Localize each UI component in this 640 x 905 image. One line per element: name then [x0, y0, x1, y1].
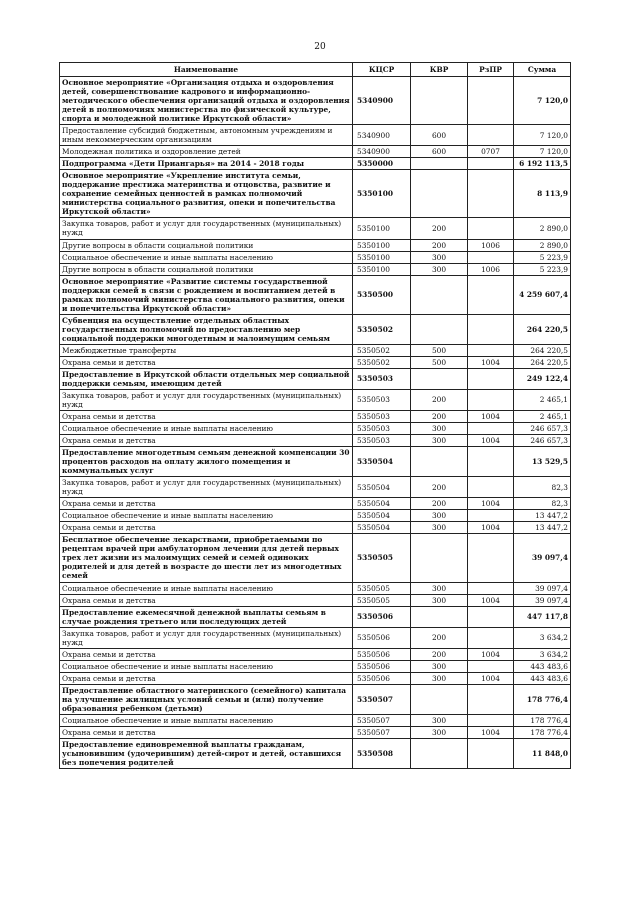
table-body [60, 77, 571, 769]
cell-rzpr [468, 170, 514, 218]
cell-kvr [411, 77, 468, 125]
cell-name: Основное мероприятие «Организация отдыха и оздоровления детей, совершенствование кадрового и информационно-методического обеспечения организаций отдыха и оздоровления детей в полномочиях министерства по физической культуре, спорта и молодежной политике Иркутской области» [60, 77, 353, 125]
cell-kcsr: 5350000 [353, 158, 411, 170]
cell-kcsr: 5340900 [353, 77, 411, 125]
cell-name: Социальное обеспечение и иные выплаты населению [60, 714, 353, 726]
cell-kvr: 300 [411, 423, 468, 435]
table-row [60, 314, 571, 344]
cell-rzpr: 1004 [468, 648, 514, 660]
cell-kcsr: 5350502 [353, 344, 411, 356]
cell-kcsr: 5350500 [353, 275, 411, 314]
cell-rzpr [468, 275, 514, 314]
cell-rzpr [468, 606, 514, 627]
table-row [60, 275, 571, 314]
cell-kvr [411, 275, 468, 314]
cell-kcsr: 5350505 [353, 594, 411, 606]
cell-sum: 5 223,9 [514, 263, 571, 275]
cell-sum: 178 776,4 [514, 714, 571, 726]
cell-kcsr: 5350100 [353, 263, 411, 275]
cell-sum: 39 097,4 [514, 582, 571, 594]
cell-sum: 3 634,2 [514, 648, 571, 660]
cell-kcsr: 5350505 [353, 582, 411, 594]
cell-kvr: 300 [411, 594, 468, 606]
header-kvr: КВР [411, 63, 468, 77]
cell-kvr: 200 [411, 239, 468, 251]
table-row [60, 726, 571, 738]
table-row [60, 423, 571, 435]
cell-name: Подпрограмма «Дети Приангарья» на 2014 - 2018 годы [60, 158, 353, 170]
cell-sum: 6 192 113,5 [514, 158, 571, 170]
cell-kvr [411, 534, 468, 582]
cell-name: Основное мероприятие «Развитие системы государственной поддержки семей в связи с рождением и воспитанием детей в рамках полномочий министерства социального развития, опеки и попечительства Иркутской области» [60, 275, 353, 314]
cell-sum: 178 776,4 [514, 726, 571, 738]
cell-kvr [411, 158, 468, 170]
table-row [60, 498, 571, 510]
cell-kvr [411, 606, 468, 627]
cell-rzpr [468, 738, 514, 768]
cell-kvr: 300 [411, 251, 468, 263]
header-sum: Сумма [514, 63, 571, 77]
cell-name: Предоставление ежемесячной денежной выплаты семьям в случае рождения третьего или последующих детей [60, 606, 353, 627]
cell-name: Охрана семьи и детства [60, 356, 353, 368]
table-row [60, 447, 571, 477]
table-row [60, 714, 571, 726]
cell-kvr: 300 [411, 714, 468, 726]
cell-rzpr: 1004 [468, 498, 514, 510]
cell-kcsr: 5340900 [353, 146, 411, 158]
cell-kvr: 200 [411, 648, 468, 660]
table-row [60, 158, 571, 170]
cell-kvr [411, 314, 468, 344]
cell-kcsr: 5350100 [353, 218, 411, 239]
cell-kcsr: 5350507 [353, 684, 411, 714]
page-number: 20 [314, 42, 326, 52]
cell-rzpr [468, 389, 514, 410]
cell-name: Субвенция на осуществление отдельных областных государственных полномочий по предоставлению мер социальной поддержки многодетным и малоимущим семьям [60, 314, 353, 344]
cell-name: Социальное обеспечение и иные выплаты населению [60, 582, 353, 594]
cell-sum: 178 776,4 [514, 684, 571, 714]
cell-sum: 7 120,0 [514, 125, 571, 146]
cell-kcsr: 5350504 [353, 522, 411, 534]
cell-kcsr: 5350100 [353, 239, 411, 251]
cell-name: Молодежная политика и оздоровление детей [60, 146, 353, 158]
cell-rzpr [468, 77, 514, 125]
cell-kvr: 200 [411, 411, 468, 423]
cell-kcsr: 5350504 [353, 447, 411, 477]
cell-kvr: 200 [411, 627, 468, 648]
cell-rzpr [468, 218, 514, 239]
table-row [60, 356, 571, 368]
cell-kcsr: 5350506 [353, 660, 411, 672]
cell-rzpr: 0707 [468, 146, 514, 158]
cell-name: Предоставление субсидий бюджетным, автономным учреждениям и иным некоммерческим организациям [60, 125, 353, 146]
cell-kcsr: 5350508 [353, 738, 411, 768]
cell-name: Охрана семьи и детства [60, 522, 353, 534]
cell-name: Социальное обеспечение и иные выплаты населению [60, 251, 353, 263]
table-row [60, 594, 571, 606]
cell-rzpr: 1006 [468, 263, 514, 275]
cell-name: Охрана семьи и детства [60, 672, 353, 684]
cell-rzpr [468, 714, 514, 726]
table-row [60, 218, 571, 239]
cell-sum: 447 117,8 [514, 606, 571, 627]
cell-sum: 13 529,5 [514, 447, 571, 477]
cell-kvr: 200 [411, 477, 468, 498]
cell-rzpr: 1004 [468, 356, 514, 368]
cell-sum: 5 223,9 [514, 251, 571, 263]
cell-kcsr: 5350100 [353, 170, 411, 218]
cell-name: Охрана семьи и детства [60, 594, 353, 606]
cell-sum: 264 220,5 [514, 356, 571, 368]
cell-rzpr [468, 314, 514, 344]
cell-kvr: 200 [411, 498, 468, 510]
cell-name: Бесплатное обеспечение лекарствами, приобретаемыми по рецептам врачей при амбулаторном лечении для детей первых трех лет жизни из малоимущих семей и семей одиноких родителей и для детей в возрасте до шести лет из многодетных семей [60, 534, 353, 582]
cell-sum: 13 447,2 [514, 510, 571, 522]
cell-name: Охрана семьи и детства [60, 648, 353, 660]
cell-sum: 443 483,6 [514, 672, 571, 684]
cell-rzpr: 1004 [468, 522, 514, 534]
cell-sum: 246 657,3 [514, 435, 571, 447]
header-name: Наименование [60, 63, 353, 77]
cell-kvr [411, 170, 468, 218]
table-row [60, 606, 571, 627]
table-row [60, 738, 571, 768]
cell-rzpr: 1004 [468, 672, 514, 684]
cell-kcsr: 5350503 [353, 423, 411, 435]
table-row [60, 239, 571, 251]
cell-sum: 8 113,9 [514, 170, 571, 218]
cell-kvr [411, 738, 468, 768]
cell-rzpr: 1004 [468, 726, 514, 738]
cell-rzpr [468, 660, 514, 672]
cell-name: Социальное обеспечение и иные выплаты населению [60, 510, 353, 522]
cell-rzpr [468, 125, 514, 146]
cell-name: Другие вопросы в области социальной политики [60, 263, 353, 275]
budget-table [59, 62, 571, 769]
cell-kcsr: 5350503 [353, 411, 411, 423]
cell-kcsr: 5350507 [353, 726, 411, 738]
cell-kvr: 300 [411, 522, 468, 534]
cell-sum: 2 890,0 [514, 218, 571, 239]
cell-kcsr: 5350506 [353, 627, 411, 648]
cell-kcsr: 5350505 [353, 534, 411, 582]
table-row [60, 146, 571, 158]
table-row [60, 411, 571, 423]
cell-sum: 264 220,5 [514, 314, 571, 344]
cell-kcsr: 5350503 [353, 368, 411, 389]
cell-sum: 82,3 [514, 477, 571, 498]
cell-sum: 2 890,0 [514, 239, 571, 251]
cell-kvr: 300 [411, 582, 468, 594]
cell-name: Другие вопросы в области социальной политики [60, 239, 353, 251]
cell-sum: 246 657,3 [514, 423, 571, 435]
table-row [60, 672, 571, 684]
cell-name: Межбюджетные трансферты [60, 344, 353, 356]
table-row [60, 263, 571, 275]
table-row [60, 660, 571, 672]
cell-rzpr: 1004 [468, 435, 514, 447]
cell-name: Социальное обеспечение и иные выплаты населению [60, 660, 353, 672]
cell-kcsr: 5350503 [353, 389, 411, 410]
cell-name: Социальное обеспечение и иные выплаты населению [60, 423, 353, 435]
cell-kcsr: 5340900 [353, 125, 411, 146]
table-row [60, 435, 571, 447]
table-row [60, 627, 571, 648]
cell-rzpr: 1004 [468, 411, 514, 423]
cell-name: Закупка товаров, работ и услуг для государственных (муниципальных) нужд [60, 218, 353, 239]
table-header-row [60, 63, 571, 77]
table-row [60, 125, 571, 146]
table-row [60, 582, 571, 594]
cell-name: Охрана семьи и детства [60, 726, 353, 738]
cell-kvr: 300 [411, 510, 468, 522]
cell-name: Предоставление в Иркутской области отдельных мер социальной поддержки семьям, имеющим детей [60, 368, 353, 389]
cell-name: Предоставление областного материнского (семейного) капитала на улучшение жилищных условий семьи и (или) получение образования ребенком (детьми) [60, 684, 353, 714]
cell-rzpr [468, 627, 514, 648]
table-row [60, 389, 571, 410]
cell-rzpr [468, 158, 514, 170]
cell-kvr: 200 [411, 389, 468, 410]
cell-sum: 11 848,0 [514, 738, 571, 768]
cell-rzpr [468, 534, 514, 582]
cell-kvr [411, 447, 468, 477]
cell-name: Охрана семьи и детства [60, 498, 353, 510]
cell-name: Закупка товаров, работ и услуг для государственных (муниципальных) нужд [60, 477, 353, 498]
cell-kcsr: 5350504 [353, 498, 411, 510]
cell-kvr: 200 [411, 218, 468, 239]
cell-kvr: 300 [411, 263, 468, 275]
cell-kvr [411, 684, 468, 714]
cell-rzpr [468, 684, 514, 714]
cell-kvr: 600 [411, 125, 468, 146]
cell-name: Основное мероприятие «Укрепление института семьи, поддержание престижа материнства и отцовства, развитие и сохранение семейных ценностей в рамках полномочий министерства социального развития, опеки и попечительства Иркутской области» [60, 170, 353, 218]
cell-sum: 443 483,6 [514, 660, 571, 672]
cell-name: Закупка товаров, работ и услуг для государственных (муниципальных) нужд [60, 627, 353, 648]
cell-sum: 264 220,5 [514, 344, 571, 356]
table-row [60, 344, 571, 356]
cell-rzpr: 1006 [468, 239, 514, 251]
table-row [60, 77, 571, 125]
header-rzpr: РзПР [468, 63, 514, 77]
cell-kcsr: 5350506 [353, 648, 411, 660]
cell-sum: 7 120,0 [514, 77, 571, 125]
table-row [60, 522, 571, 534]
cell-kvr: 300 [411, 726, 468, 738]
cell-sum: 4 259 607,4 [514, 275, 571, 314]
table-row [60, 368, 571, 389]
cell-rzpr [468, 368, 514, 389]
cell-sum: 3 634,2 [514, 627, 571, 648]
cell-name: Охрана семьи и детства [60, 411, 353, 423]
cell-rzpr [468, 344, 514, 356]
cell-sum: 249 122,4 [514, 368, 571, 389]
cell-sum: 13 447,2 [514, 522, 571, 534]
cell-sum: 2 465,1 [514, 411, 571, 423]
cell-kvr: 300 [411, 660, 468, 672]
cell-kcsr: 5350502 [353, 314, 411, 344]
cell-name: Предоставление единовременной выплаты гражданам, усыновившим (удочерившим) детей-сирот и детей, оставшихся без попечения родителей [60, 738, 353, 768]
cell-rzpr [468, 423, 514, 435]
cell-kvr: 500 [411, 344, 468, 356]
cell-name: Закупка товаров, работ и услуг для государственных (муниципальных) нужд [60, 389, 353, 410]
cell-rzpr: 1004 [468, 594, 514, 606]
cell-sum: 39 097,4 [514, 594, 571, 606]
header-kcsr: КЦСР [353, 63, 411, 77]
cell-kvr: 600 [411, 146, 468, 158]
cell-name: Охрана семьи и детства [60, 435, 353, 447]
cell-kcsr: 5350506 [353, 606, 411, 627]
table-row [60, 251, 571, 263]
cell-kcsr: 5350507 [353, 714, 411, 726]
cell-kvr: 300 [411, 435, 468, 447]
cell-rzpr [468, 510, 514, 522]
cell-rzpr [468, 447, 514, 477]
cell-kvr: 500 [411, 356, 468, 368]
cell-sum: 2 465,1 [514, 389, 571, 410]
table-row [60, 510, 571, 522]
table-row [60, 684, 571, 714]
table-row [60, 477, 571, 498]
cell-rzpr [468, 477, 514, 498]
cell-sum: 39 097,4 [514, 534, 571, 582]
cell-kcsr: 5350100 [353, 251, 411, 263]
cell-kvr [411, 368, 468, 389]
cell-rzpr [468, 582, 514, 594]
cell-name: Предоставление многодетным семьям денежной компенсации 30 процентов расходов на оплату жилого помещения и коммунальных услуг [60, 447, 353, 477]
cell-kcsr: 5350502 [353, 356, 411, 368]
table-row [60, 170, 571, 218]
cell-kcsr: 5350504 [353, 510, 411, 522]
table-row [60, 534, 571, 582]
cell-kcsr: 5350504 [353, 477, 411, 498]
cell-kvr: 300 [411, 672, 468, 684]
cell-kcsr: 5350506 [353, 672, 411, 684]
cell-sum: 82,3 [514, 498, 571, 510]
cell-rzpr [468, 251, 514, 263]
cell-sum: 7 120,0 [514, 146, 571, 158]
table-row [60, 648, 571, 660]
cell-kcsr: 5350503 [353, 435, 411, 447]
